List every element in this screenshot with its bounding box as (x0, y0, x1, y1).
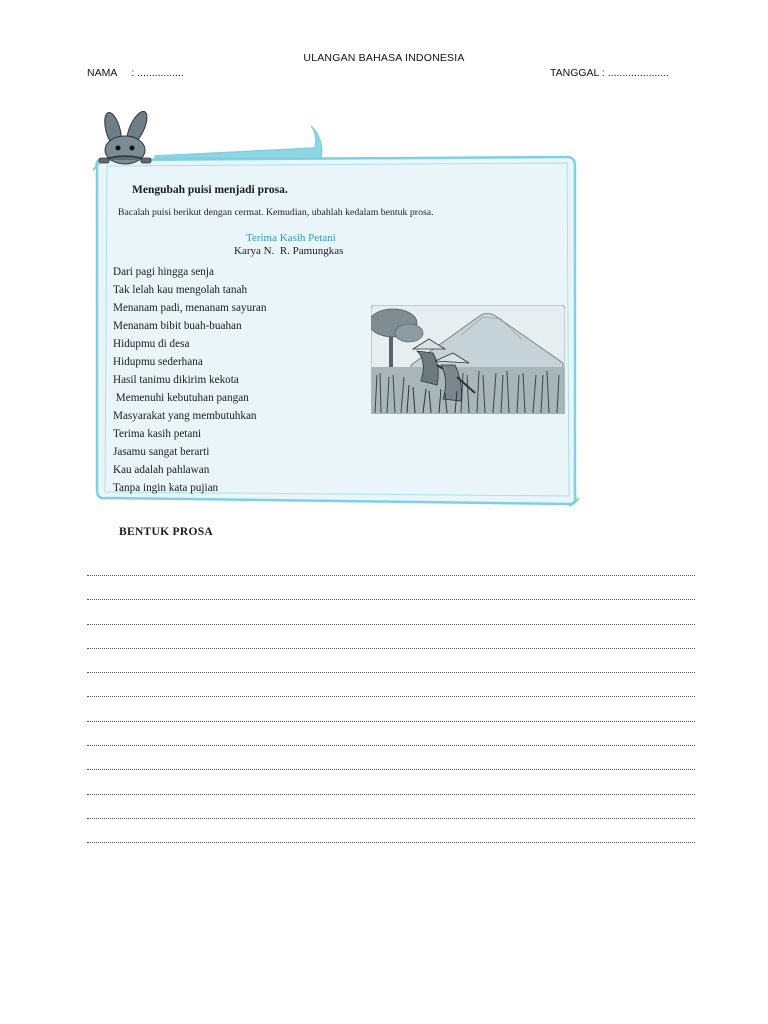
rice-field-illustration (371, 305, 565, 414)
poem-line: Jasamu sangat berarti (113, 446, 210, 458)
answer-line[interactable] (87, 624, 695, 625)
poem-line: Tak lelah kau mengolah tanah (113, 284, 248, 296)
poem-title: Terima Kasih Petani (246, 232, 336, 244)
poem-line: Memenuhi kebutuhan pangan (113, 392, 249, 404)
answer-line[interactable] (87, 575, 695, 576)
rabbit-mascot-icon (99, 109, 151, 164)
answer-line[interactable] (87, 745, 695, 746)
poem-line: Masyarakat yang membutuhkan (113, 410, 257, 422)
poem-line: Kau adalah pahlawan (113, 464, 210, 476)
poem-line: Hidupmu sederhana (113, 356, 203, 368)
answer-lines[interactable] (87, 575, 695, 867)
answer-line[interactable] (87, 769, 695, 770)
answer-line[interactable] (87, 672, 695, 673)
answer-line[interactable] (87, 599, 695, 600)
poem-line: Menanam bibit buah-buahan (113, 320, 242, 332)
card-instruction: Bacalah puisi berikut dengan cermat. Kemudian, ubahlah kedalam bentuk prosa. (118, 207, 434, 218)
poem-line: Menanam padi, menanam sayuran (113, 302, 267, 314)
poem-line: Tanpa ingin kata pujian (113, 482, 219, 494)
answer-line[interactable] (87, 794, 695, 795)
card-heading: Mengubah puisi menjadi prosa. (132, 184, 288, 196)
card-tab (155, 126, 322, 158)
name-field[interactable]: NAMA : ................ (87, 67, 184, 79)
poem-line: Hidupmu di desa (113, 338, 190, 350)
answer-line[interactable] (87, 721, 695, 722)
poem-line: Terima kasih petani (113, 428, 202, 440)
answer-line[interactable] (87, 696, 695, 697)
date-field[interactable]: TANGGAL : ..................... (550, 67, 670, 79)
worksheet-title: ULANGAN BAHASA INDONESIA (303, 52, 465, 64)
answer-line[interactable] (87, 648, 695, 649)
poem-lines (113, 263, 266, 497)
answer-line[interactable] (87, 842, 695, 843)
prosa-heading: BENTUK PROSA (119, 526, 214, 538)
poem-author: Karya N. R. Pamungkas (234, 245, 344, 257)
poem-line: Dari pagi hingga senja (113, 266, 214, 278)
answer-line[interactable] (87, 818, 695, 819)
poem-line: Hasil tanimu dikirim kekota (113, 374, 239, 386)
